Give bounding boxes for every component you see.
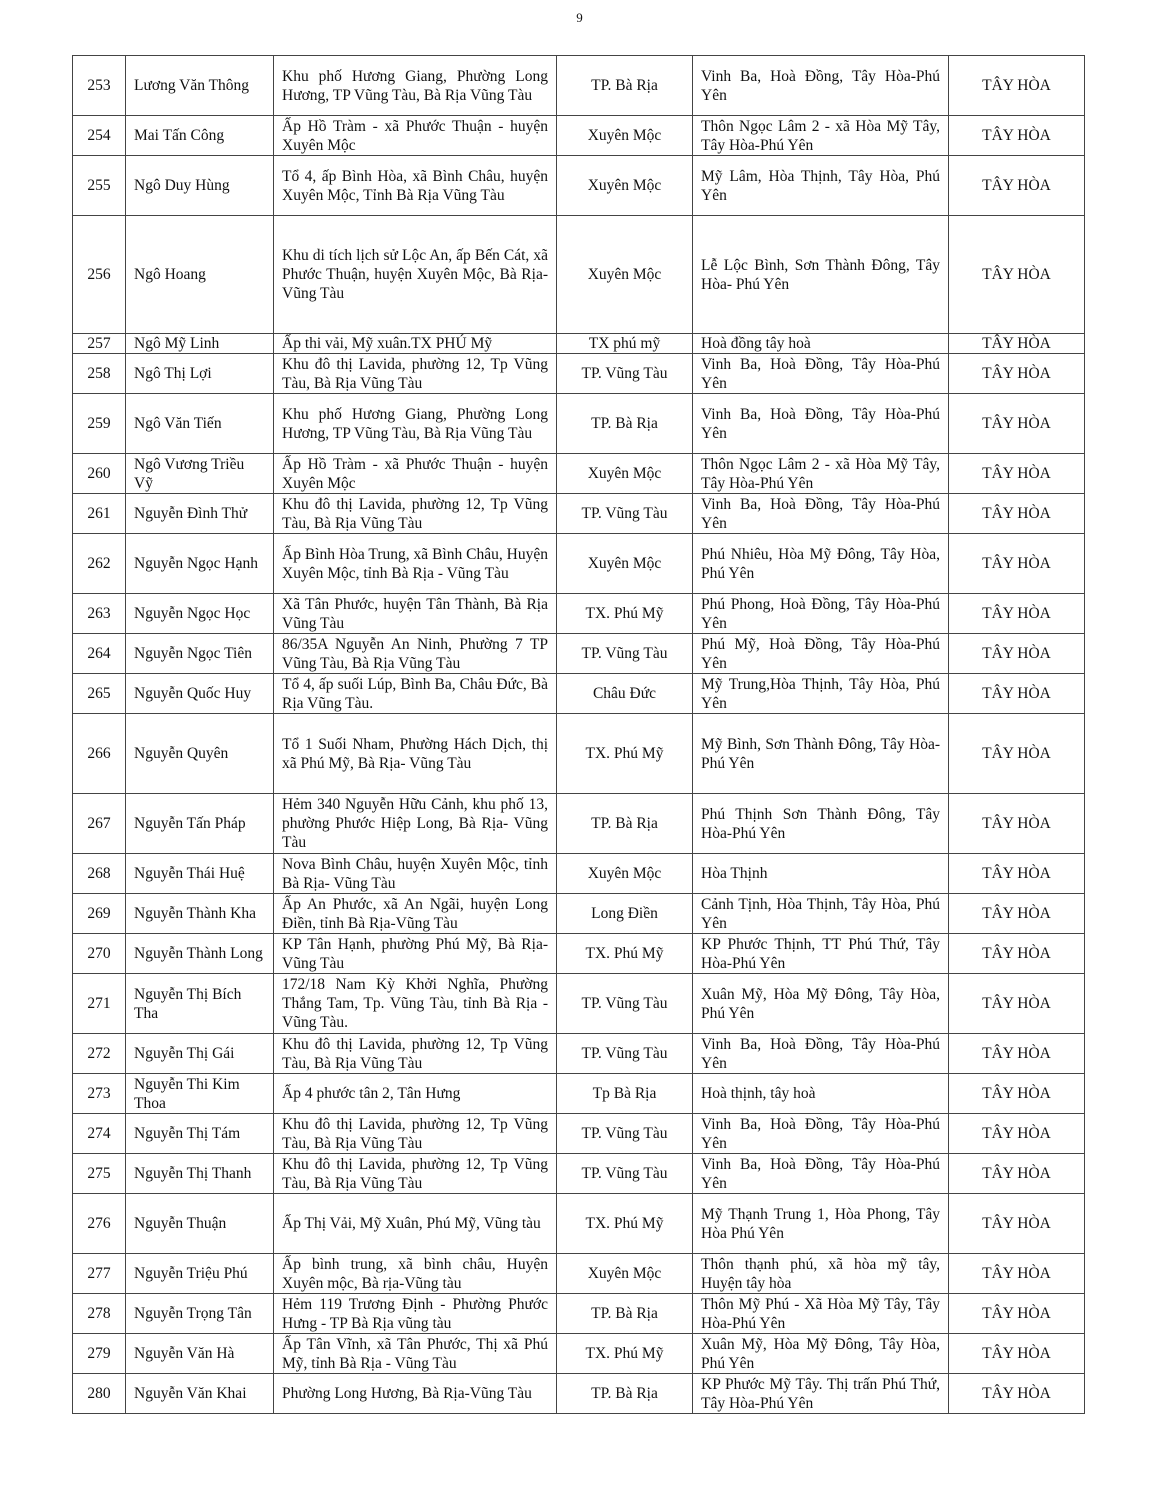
current-address: Khu đô thị Lavida, phường 12, Tp Vũng Tàu, Bà Rịa Vũng Tàu (274, 1154, 557, 1194)
residence-area: Long Điền (557, 894, 693, 934)
unit-name: TÂY HÒA (949, 534, 1085, 594)
hometown-address: Phú Mỹ, Hoà Đồng, Tây Hòa-Phú Yên (693, 634, 949, 674)
person-name: Nguyễn Ngọc Tiên (126, 634, 274, 674)
residence-area: Xuyên Mộc (557, 854, 693, 894)
residence-area: TP. Vũng Tàu (557, 634, 693, 674)
current-address: Tổ 1 Suối Nham, Phường Hách Dịch, thị xã Phú Mỹ, Bà Rịa- Vũng Tàu (274, 714, 557, 794)
unit-name: TÂY HÒA (949, 1194, 1085, 1254)
hometown-address: Thôn thạnh phú, xã hòa mỹ tây, Huyện tây hòa (693, 1254, 949, 1294)
hometown-address: Thôn Mỹ Phú - Xã Hòa Mỹ Tây, Tây Hòa-Phú Yên (693, 1294, 949, 1334)
person-name: Nguyễn Tấn Pháp (126, 794, 274, 854)
unit-name: TÂY HÒA (949, 156, 1085, 216)
table-row (73, 454, 1085, 494)
unit-name: TÂY HÒA (949, 216, 1085, 334)
hometown-address: Xuân Mỹ, Hòa Mỹ Đông, Tây Hòa, Phú Yên (693, 974, 949, 1034)
row-number: 275 (73, 1154, 126, 1194)
roster-table (72, 55, 1085, 1414)
residence-area: Xuyên Mộc (557, 1254, 693, 1294)
row-number: 256 (73, 216, 126, 334)
table-row (73, 714, 1085, 794)
residence-area: TP. Vũng Tàu (557, 494, 693, 534)
unit-name: TÂY HÒA (949, 354, 1085, 394)
person-name: Nguyễn Thành Long (126, 934, 274, 974)
unit-name: TÂY HÒA (949, 56, 1085, 116)
current-address: Ấp Hồ Tràm - xã Phước Thuận - huyện Xuyên Mộc (274, 116, 557, 156)
residence-area: TP. Vũng Tàu (557, 1114, 693, 1154)
unit-name: TÂY HÒA (949, 334, 1085, 354)
hometown-address: Vinh Ba, Hoà Đồng, Tây Hòa-Phú Yên (693, 494, 949, 534)
current-address: 172/18 Nam Kỳ Khởi Nghĩa, Phường Thắng Tam, Tp. Vũng Tàu, tỉnh Bà Rịa - Vũng Tàu. (274, 974, 557, 1034)
row-number: 273 (73, 1074, 126, 1114)
residence-area: TP. Vũng Tàu (557, 1154, 693, 1194)
table-row (73, 534, 1085, 594)
unit-name: TÂY HÒA (949, 794, 1085, 854)
hometown-address: Cảnh Tịnh, Hòa Thịnh, Tây Hòa, Phú Yên (693, 894, 949, 934)
person-name: Nguyễn Trọng Tân (126, 1294, 274, 1334)
row-number: 279 (73, 1334, 126, 1374)
table-row (73, 216, 1085, 334)
hometown-address: KP Phước Thịnh, TT Phú Thứ, Tây Hòa-Phú Yên (693, 934, 949, 974)
table-row (73, 1294, 1085, 1334)
residence-area: TX phú mỹ (557, 334, 693, 354)
table-row (73, 494, 1085, 534)
residence-area: Xuyên Mộc (557, 116, 693, 156)
current-address: Nova Bình Châu, huyện Xuyên Mộc, tỉnh Bà Rịa- Vũng Tàu (274, 854, 557, 894)
residence-area: Châu Đức (557, 674, 693, 714)
residence-area: TP. Bà Rịa (557, 1294, 693, 1334)
current-address: Ấp Tân Vĩnh, xã Tân Phước, Thị xã Phú Mỹ, tỉnh Bà Rịa - Vũng Tàu (274, 1334, 557, 1374)
person-name: Nguyễn Văn Hà (126, 1334, 274, 1374)
unit-name: TÂY HÒA (949, 1154, 1085, 1194)
hometown-address: Hòa Thịnh (693, 854, 949, 894)
current-address: Ấp bình trung, xã bình châu, Huyện Xuyên mộc, Bà rịa-Vũng tàu (274, 1254, 557, 1294)
current-address: Khu đô thị Lavida, phường 12, Tp Vũng Tàu, Bà Rịa Vũng Tàu (274, 354, 557, 394)
current-address: Tổ 4, ấp suối Lúp, Bình Ba, Châu Đức, Bà Rịa Vũng Tàu. (274, 674, 557, 714)
unit-name: TÂY HÒA (949, 494, 1085, 534)
row-number: 266 (73, 714, 126, 794)
unit-name: TÂY HÒA (949, 594, 1085, 634)
person-name: Nguyễn Thành Kha (126, 894, 274, 934)
person-name: Nguyễn Ngọc Học (126, 594, 274, 634)
row-number: 257 (73, 334, 126, 354)
row-number: 270 (73, 934, 126, 974)
current-address: Khu phố Hương Giang, Phường Long Hương, TP Vũng Tàu, Bà Rịa Vũng Tàu (274, 394, 557, 454)
hometown-address: Thôn Ngọc Lâm 2 - xã Hòa Mỹ Tây, Tây Hòa-Phú Yên (693, 116, 949, 156)
hometown-address: Vinh Ba, Hoà Đồng, Tây Hòa-Phú Yên (693, 354, 949, 394)
person-name: Nguyễn Ngọc Hạnh (126, 534, 274, 594)
row-number: 253 (73, 56, 126, 116)
table-row (73, 1334, 1085, 1374)
residence-area: TP. Vũng Tàu (557, 1034, 693, 1074)
unit-name: TÂY HÒA (949, 674, 1085, 714)
current-address: 86/35A Nguyễn An Ninh, Phường 7 TP Vũng Tàu, Bà Rịa Vũng Tàu (274, 634, 557, 674)
row-number: 258 (73, 354, 126, 394)
hometown-address: Phú Thịnh Sơn Thành Đông, Tây Hòa-Phú Yên (693, 794, 949, 854)
person-name: Nguyễn Thị Tám (126, 1114, 274, 1154)
unit-name: TÂY HÒA (949, 894, 1085, 934)
residence-area: Xuyên Mộc (557, 156, 693, 216)
row-number: 254 (73, 116, 126, 156)
table-row (73, 1114, 1085, 1154)
current-address: Khu phố Hương Giang, Phường Long Hương, TP Vũng Tàu, Bà Rịa Vũng Tàu (274, 56, 557, 116)
hometown-address: Mỹ Thạnh Trung 1, Hòa Phong, Tây Hòa Phú Yên (693, 1194, 949, 1254)
hometown-address: Thôn Ngọc Lâm 2 - xã Hòa Mỹ Tây, Tây Hòa-Phú Yên (693, 454, 949, 494)
hometown-address: Xuân Mỹ, Hòa Mỹ Đông, Tây Hòa, Phú Yên (693, 1334, 949, 1374)
row-number: 261 (73, 494, 126, 534)
person-name: Nguyễn Triệu Phú (126, 1254, 274, 1294)
row-number: 263 (73, 594, 126, 634)
table-row (73, 634, 1085, 674)
person-name: Nguyễn Thị Gái (126, 1034, 274, 1074)
table-row (73, 594, 1085, 634)
hometown-address: Vinh Ba, Hoà Đồng, Tây Hòa-Phú Yên (693, 56, 949, 116)
person-name: Ngô Hoang (126, 216, 274, 334)
person-name: Mai Tấn Công (126, 116, 274, 156)
residence-area: TP. Vũng Tàu (557, 974, 693, 1034)
residence-area: TP. Vũng Tàu (557, 354, 693, 394)
table-row (73, 116, 1085, 156)
table-row (73, 56, 1085, 116)
unit-name: TÂY HÒA (949, 714, 1085, 794)
current-address: Khu di tích lịch sử Lộc An, ấp Bến Cát, xã Phước Thuận, huyện Xuyên Mộc, Bà Rịa-Vũng Tàu (274, 216, 557, 334)
unit-name: TÂY HÒA (949, 1114, 1085, 1154)
table-row (73, 1154, 1085, 1194)
current-address: Khu đô thị Lavida, phường 12, Tp Vũng Tàu, Bà Rịa Vũng Tàu (274, 494, 557, 534)
unit-name: TÂY HÒA (949, 454, 1085, 494)
person-name: Nguyễn Quốc Huy (126, 674, 274, 714)
current-address: Ấp Bình Hòa Trung, xã Bình Châu, Huyện Xuyên Mộc, tỉnh Bà Rịa - Vũng Tàu (274, 534, 557, 594)
current-address: Ấp thi vải, Mỹ xuân.TX PHÚ Mỹ (274, 334, 557, 354)
hometown-address: Lễ Lộc Bình, Sơn Thành Đông, Tây Hòa- Phú Yên (693, 216, 949, 334)
table-row (73, 1254, 1085, 1294)
table-row (73, 156, 1085, 216)
unit-name: TÂY HÒA (949, 1034, 1085, 1074)
person-name: Nguyễn Thuận (126, 1194, 274, 1254)
person-name: Nguyễn Đình Thử (126, 494, 274, 534)
current-address: Khu đô thị Lavida, phường 12, Tp Vũng Tàu, Bà Rịa Vũng Tàu (274, 1034, 557, 1074)
unit-name: TÂY HÒA (949, 974, 1085, 1034)
table-row (73, 1074, 1085, 1114)
hometown-address: KP Phước Mỹ Tây. Thị trấn Phú Thứ, Tây Hòa-Phú Yên (693, 1374, 949, 1414)
residence-area: Xuyên Mộc (557, 454, 693, 494)
table-row (73, 334, 1085, 354)
residence-area: Tp Bà Rịa (557, 1074, 693, 1114)
row-number: 276 (73, 1194, 126, 1254)
current-address: Ấp 4 phước tân 2, Tân Hưng (274, 1074, 557, 1114)
residence-area: TX. Phú Mỹ (557, 1334, 693, 1374)
unit-name: TÂY HÒA (949, 1074, 1085, 1114)
current-address: Ấp Thị Vải, Mỹ Xuân, Phú Mỹ, Vũng tàu (274, 1194, 557, 1254)
row-number: 265 (73, 674, 126, 714)
row-number: 260 (73, 454, 126, 494)
table-row (73, 894, 1085, 934)
row-number: 268 (73, 854, 126, 894)
unit-name: TÂY HÒA (949, 394, 1085, 454)
row-number: 269 (73, 894, 126, 934)
row-number: 274 (73, 1114, 126, 1154)
table-row (73, 1194, 1085, 1254)
residence-area: TX. Phú Mỹ (557, 934, 693, 974)
unit-name: TÂY HÒA (949, 634, 1085, 674)
hometown-address: Mỹ Lâm, Hòa Thịnh, Tây Hòa, Phú Yên (693, 156, 949, 216)
person-name: Nguyễn Quyên (126, 714, 274, 794)
row-number: 280 (73, 1374, 126, 1414)
hometown-address: Phú Nhiêu, Hòa Mỹ Đông, Tây Hòa, Phú Yên (693, 534, 949, 594)
residence-area: TP. Bà Rịa (557, 394, 693, 454)
current-address: Hẻm 340 Nguyễn Hữu Cảnh, khu phố 13, phường Phước Hiệp Long, Bà Rịa- Vũng Tàu (274, 794, 557, 854)
residence-area: TX. Phú Mỹ (557, 1194, 693, 1254)
residence-area: TP. Bà Rịa (557, 1374, 693, 1414)
table-row (73, 1374, 1085, 1414)
person-name: Ngô Mỹ Linh (126, 334, 274, 354)
row-number: 264 (73, 634, 126, 674)
row-number: 267 (73, 794, 126, 854)
unit-name: TÂY HÒA (949, 1294, 1085, 1334)
current-address: Xã Tân Phước, huyện Tân Thành, Bà Rịa Vũng Tàu (274, 594, 557, 634)
row-number: 271 (73, 974, 126, 1034)
hometown-address: Phú Phong, Hoà Đồng, Tây Hòa-Phú Yên (693, 594, 949, 634)
table-row (73, 934, 1085, 974)
residence-area: TP. Bà Rịa (557, 794, 693, 854)
person-name: Nguyễn Thị Thanh (126, 1154, 274, 1194)
row-number: 277 (73, 1254, 126, 1294)
unit-name: TÂY HÒA (949, 1254, 1085, 1294)
table-row (73, 394, 1085, 454)
residence-area: Xuyên Mộc (557, 534, 693, 594)
table-row (73, 794, 1085, 854)
residence-area: TX. Phú Mỹ (557, 714, 693, 794)
roster-body (73, 56, 1085, 1414)
residence-area: TP. Bà Rịa (557, 56, 693, 116)
unit-name: TÂY HÒA (949, 934, 1085, 974)
unit-name: TÂY HÒA (949, 1374, 1085, 1414)
hometown-address: Mỹ Bình, Sơn Thành Đông, Tây Hòa-Phú Yên (693, 714, 949, 794)
row-number: 259 (73, 394, 126, 454)
table-row (73, 674, 1085, 714)
person-name: Nguyễn Thái Huệ (126, 854, 274, 894)
current-address: Phường Long Hương, Bà Rịa-Vũng Tàu (274, 1374, 557, 1414)
table-row (73, 854, 1085, 894)
hometown-address: Hoà thịnh, tây hoà (693, 1074, 949, 1114)
table-row (73, 1034, 1085, 1074)
person-name: Nguyễn Văn Khai (126, 1374, 274, 1414)
current-address: Ấp An Phước, xã An Ngãi, huyện Long Điền, tỉnh Bà Rịa-Vũng Tàu (274, 894, 557, 934)
person-name: Ngô Duy Hùng (126, 156, 274, 216)
table-row (73, 354, 1085, 394)
current-address: Khu đô thị Lavida, phường 12, Tp Vũng Tàu, Bà Rịa Vũng Tàu (274, 1114, 557, 1154)
hometown-address: Hoà đồng tây hoà (693, 334, 949, 354)
person-name: Ngô Thị Lợi (126, 354, 274, 394)
unit-name: TÂY HÒA (949, 116, 1085, 156)
person-name: Ngô Văn Tiến (126, 394, 274, 454)
person-name: Nguyễn Thị Bích Tha (126, 974, 274, 1034)
unit-name: TÂY HÒA (949, 854, 1085, 894)
residence-area: Xuyên Mộc (557, 216, 693, 334)
hometown-address: Mỹ Trung,Hòa Thịnh, Tây Hòa, Phú Yên (693, 674, 949, 714)
hometown-address: Vinh Ba, Hoà Đồng, Tây Hòa-Phú Yên (693, 1154, 949, 1194)
person-name: Lương Văn Thông (126, 56, 274, 116)
person-name: Ngô Vương Triều Vỹ (126, 454, 274, 494)
current-address: Ấp Hồ Tràm - xã Phước Thuận - huyện Xuyên Mộc (274, 454, 557, 494)
unit-name: TÂY HÒA (949, 1334, 1085, 1374)
page-number: 9 (576, 10, 583, 25)
current-address: Hẻm 119 Trương Định - Phường Phước Hưng - TP Bà Rịa vũng tàu (274, 1294, 557, 1334)
residence-area: TX. Phú Mỹ (557, 594, 693, 634)
person-name: Nguyễn Thi Kim Thoa (126, 1074, 274, 1114)
current-address: KP Tân Hạnh, phường Phú Mỹ, Bà Rịa- Vũng Tàu (274, 934, 557, 974)
table-row (73, 974, 1085, 1034)
hometown-address: Vinh Ba, Hoà Đồng, Tây Hòa-Phú Yên (693, 1034, 949, 1074)
hometown-address: Vinh Ba, Hoà Đồng, Tây Hòa-Phú Yên (693, 1114, 949, 1154)
hometown-address: Vinh Ba, Hoà Đồng, Tây Hòa-Phú Yên (693, 394, 949, 454)
row-number: 262 (73, 534, 126, 594)
row-number: 272 (73, 1034, 126, 1074)
row-number: 255 (73, 156, 126, 216)
current-address: Tổ 4, ấp Bình Hòa, xã Bình Châu, huyện Xuyên Mộc, Tỉnh Bà Rịa Vũng Tàu (274, 156, 557, 216)
row-number: 278 (73, 1294, 126, 1334)
